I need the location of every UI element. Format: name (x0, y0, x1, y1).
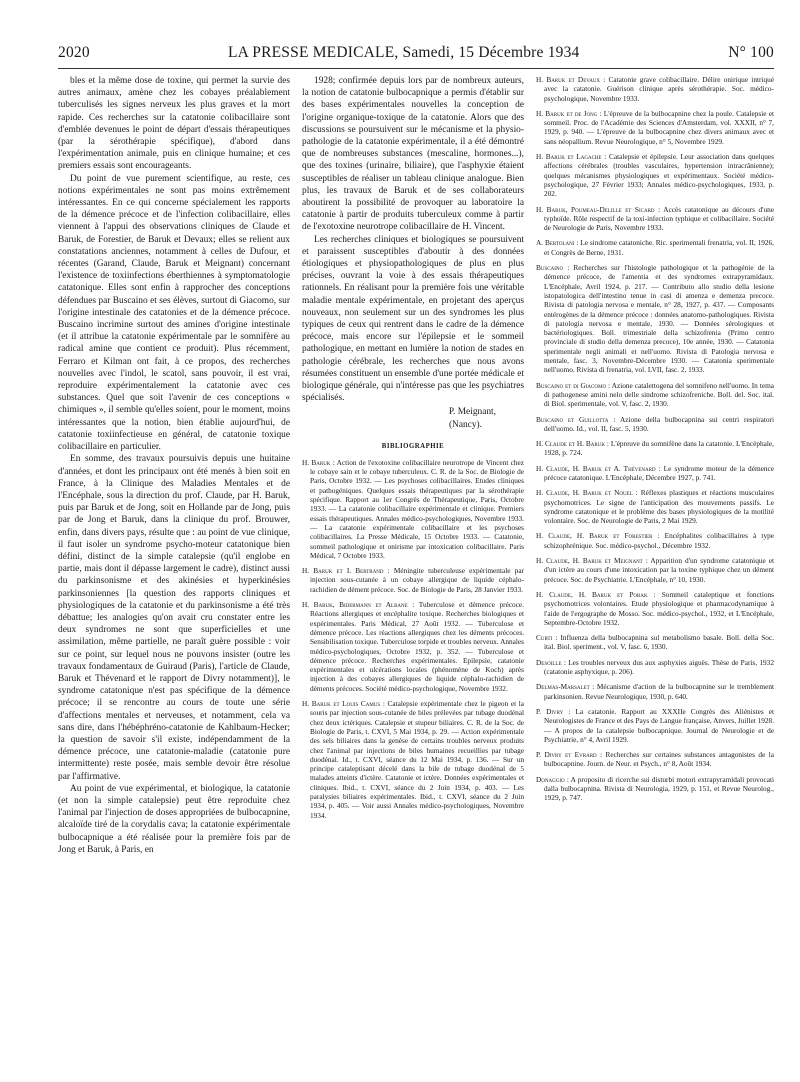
entry-authors: H. Claude, H. Baruk et Nouel : (536, 488, 638, 498)
page-number: 2020 (58, 44, 90, 61)
bibliography-entry (536, 464, 774, 483)
bibliography-entry (536, 590, 774, 627)
entry-text: L'épreuve de la bulbocapnine chez la poule. Catalepsie et sommeil. Proc. de l'Académie des Sciences d'Amsterdam, vol. XXXII, n° 7, 1929, p. 940. — L'épreuve de la bulbocapnine chez divers animaux avec et sans néopallium. Revue Neurologique, n° 5, Novembre 1929. (544, 108, 774, 146)
entry-text: Le syndrome moteur de la démence précoce catatonique. L'Encéphale, Décembre 1927, p. 741. (544, 463, 774, 482)
entry-authors: H. Claude, H. Baruk et A. Thévenard : (536, 463, 661, 473)
entry-authors: Buscaino et Guillotta : (536, 414, 616, 424)
entry-text: Sommeil cataleptique et fonctions psychomotrices volontaires. Etude physiologique et pharmacodynamique à l'aide de l'ergographe de Mosso. Soc. médico-psychol., 1932, et L'Encéphale, Septembre-Octobre 1932. (544, 589, 774, 627)
entry-text: Recherches sur certaines substances antagonistes de la bulbocapnine. Journ. de Neur. et Psych., n° 8, Août 1934. (544, 750, 774, 769)
entry-authors: H. Claude et H. Baruk : (536, 439, 609, 449)
entry-text: Méningite tuberculeuse expérimentale par injection sous-cutanée à un cobaye allergique de liquide céphalo-rachidien de dément précoce. Soc. de Biologie de Paris, 28 Janvier 1933. (310, 566, 524, 594)
bibliography-entry (536, 152, 774, 198)
entry-authors: H. Baruk et I. Bertrand : (302, 566, 390, 576)
column-3 (536, 75, 774, 1060)
paragraph: 1928; confirmée depuis lors par de nombreux auteurs, la notion de catatonie bulbocapnique a permis d'établir sur des bases expérimentales nouvelles la conception de l'origine organique-toxique de la catatonie. Alors que des discussions se poursuivent sur le mécanisme et la physio-pathologie de la catatonie expérimentale, il a été démontré que de nombreuses substances (mescaline, hormones...), que des toxines (urinaire, biliaire), que l'asphyxie étaient susceptibles de réaliser un tableau clinique analogue. Bien plus, les travaux de Baruk et de ses collaborateurs aboutirent la possibilité de provoquer au laboratoire la catatonie à partir de produits tuberculeux comme à partir de l'exotoxine neurotrope colibacillaire de H. Vincent. (302, 76, 524, 233)
bibliography-entry (536, 109, 774, 146)
entry-authors: P. Divry : (536, 706, 571, 716)
entry-text: Les troubles nerveux dus aux asphyxies aiguës. Thèse de Paris, 1932 (catatonie asphyxique, p. 206). (544, 657, 774, 677)
bibliography-heading: BIBLIOGRAPHIE (381, 442, 445, 450)
entry-text: Accès catatonique au décours d'une typhoïde. Rôle respectif de la toxi-infection typhique et colibacillaire. Société de Neurologie de Paris, Novembre 1933. (544, 204, 774, 233)
entry-text: Azione della bulbocapnina sui centri respiratori dell'uomo. Id., vol. II, fasc. 5, 1930. (544, 414, 774, 433)
bibliography-entry (536, 415, 774, 434)
journal-title: LA PRESSE MEDICALE, Samedi, 15 Décembre 1934 (228, 44, 580, 61)
entry-authors: H. Baruk et Devaux : (536, 75, 606, 84)
paragraph: Les recherches cliniques et biologiques se poursuivent et paraissent susceptibles d'aboutir à des données étiologiques et physiopathologiques de plus en plus précises, ouvrant la voie à des essais thérapeutiques rationnels. En réalisant pour la première fois une véritable maladie mentale expérimentale, en projetant des aperçus nouveaux, non seulement sur un des syndromes les plus typiques de ceux qui rentrent dans le cadre de la démence précoce, mais encore sur l'épilepsie et le sommeil pathologique, en mettant en lumière la notion de stades en pathologie cérébrale, les recherches que nous avons résumées constituent un ensemble d'une portée médicale et biologique générale, qui n'intéresse pas que les psychiatres spécialisés. (302, 234, 524, 404)
entry-text: Catalepsie et épilepsie. Leur association dans quelques affections cérébrales (troubles vasculaires, hypertension intracrânienne); quelques mécanismes physiologiques et expérimentaux. Société médico-psychologique, 27 Février 1933; Annales médico-psychologiques, 1933, p. 202. (544, 152, 774, 199)
entry-text: La catatonie. Rapport au XXXIIe Congrès des Aliénistes et Neurologistes de France et des Pays de Langue française, Anvers, Juillet 1928. — A propos de la catalepsie bulbocapnique. Journal de Neurologie et de Psychiatrie, n° 4, Avril 1929. (544, 706, 774, 744)
entry-text: L'épreuve du somnifène dans la catatonie. L'Encéphale, 1928, p. 724. (544, 439, 774, 458)
bibliography-entry (536, 238, 774, 257)
bibliography-list-col3 (536, 75, 774, 803)
column-2 (302, 75, 524, 1060)
paragraph: Du point de vue purement scientifique, au reste, ces notions expérimentales ne sont pas moins extrêmement intéressantes. En ce qui concerne spécialement les rapports de la démence précoce et de l'infection colibacillaire, elles viennent à l'appui des observations cliniques de Claude et Baruk, de Forestier, de Baruk et Devaux; elles se relient aux constatations anciennes, notamment à celles de Dufour, et récentes (Garand, Claude, Baruk et Meignant) concernant l'existence de toxiinfections éberthiennes à symptomatologie catatonique. Elles sont enfin à rapprocher des conceptions défendues par Buscaino et ses élèves, surtout di Giacomo, sur l'origine intestinale des catatonies et de la démence précoce. Buscaino incrimine surtout des amines d'origine intestinale (et il attribue la catatonie expérimentale par le somnifère au radical amine que contient ce produit). Plus récemment, Ferraro et Kilman ont fait, à ce propos, des recherches nouvelles avec l'indol, le scatol, sans pouvoir, il est vrai, reproduire expérimentalement la catatonie avec ces substances. Quel que soit l'avenir de ces conceptions « chimiques », il semble qu'elles soient, pour le moment, moins intéressantes que la notion, bien établie aujourd'hui, de catatonie toxiinfectieuse en général, de catatonie toxique colibacillaire en particulier. (58, 173, 290, 453)
entry-text: Azione catalettogena del somnifeno nell'uomo. In tema di pathogenese amini nelo delle sindrome schizofreniche. Boll. del. Soc. ital. di Biol. sperimentale, vol. V, fasc. 2, 1930. (544, 380, 774, 409)
entry-authors: Buscaino et di Giacomo : (536, 380, 611, 390)
entry-authors: Desoille : (536, 657, 566, 667)
entry-authors: H. Baruk : (302, 457, 335, 467)
bibliography-entry (536, 263, 774, 375)
text-columns (58, 75, 774, 1060)
paragraph: bles et la même dose de toxine, qui permet la survie des autres animaux, amène chez les cobayes préalablement tuberculisés les signes nerveux les plus graves et la mort rapide. Ces recherches sur la catatonie colibacillaire sont d'emblée devenues le point de départ d'essais thérapeutiques (par la sérothérapie spécifique), d'abord dans l'expérimentation animale, puis en clinique humaine; et ces premiers essais sont encourageants. (58, 76, 290, 172)
bibliography-entry (536, 488, 774, 525)
entry-authors: H. Baruk et Lagache : (536, 152, 607, 162)
bibliography-entry (536, 556, 774, 584)
bibliography-entry (536, 658, 774, 677)
entry-authors: H. Baruk, Bidermann et Albane : (302, 600, 415, 610)
bibliography-entry (536, 682, 774, 701)
entry-text: Mécanisme d'action de la bulbocapnine sur le tremblement parkinsonien. Revue Neurologique, 1930, p. 640. (544, 682, 774, 701)
paragraph: Au point de vue expérimental, et biologique, la catatonie (et non la simple catalepsie) peut être reproduite chez l'animal par l'injection de doses appropriées de bulbocapnine, alcaloïde tiré de la corydalis cava; la catatonie expérimentale bulbocapnique a été réalisée pour la première fois par de Jong et Baruk, à Paris, en (58, 783, 290, 855)
entry-authors: Delmas-Marsalet : (536, 682, 595, 692)
bibliography-entry (536, 205, 774, 233)
header-rule (58, 68, 774, 69)
author-affiliation: (Nancy). (448, 419, 482, 430)
bibliography-entry (302, 699, 524, 820)
bibliography-entry (536, 775, 774, 803)
entry-authors: H. Claude, H. Baruk et Forestier : (536, 531, 660, 541)
entry-authors: Donaggio : (536, 774, 569, 784)
issue-number: N° 100 (728, 44, 774, 61)
author-signature (302, 406, 524, 430)
entry-text: Action de l'exotoxine colibacillaire neurotrope de Vincent chez le cobaye sain et le cobaye tuberculeux. C. R. de la Soc. de Biologie de Paris, Octobre 1932. — Les psychoses colibacillaires. Etudes cliniques et pathogéniques. Quelques essais thérapeutiques par la sérothérapie spécifique. Rapport au 1er Congrès de Thérapeutique, Paris, Octobre 1933. — La catatonie colibacillaire expérimentale et clinique. Premiers essais thérapeutiques. Annales médico-psychologiques, Novembre 1933. — La catatonie expérimentale colibacillaire et les psychoses colibacillaires. La Presse Médicale, 15 Octobre 1933. — Catatonie, sommeil pathologique et onirisme par intoxication colibacillaire. Paris Médical, 7 Octobre 1933. (310, 457, 524, 560)
entry-text: Le sindrome catatoniche. Ric. sperimentali frenatria, vol. II, 1926, et Congrès de Berne, 1931. (544, 238, 774, 257)
entry-authors: H. Baruk et Louis Camus : (302, 699, 385, 709)
column-1 (58, 75, 290, 1060)
bibliography-entry (536, 633, 774, 652)
entry-authors: H. Baruk et de Jong : (536, 108, 602, 118)
entry-text: Apparition d'un syndrome catatonique et d'un ictère au cours d'une intoxication par la toxine typhique chez un dément précoce. Soc. de Psychiatrie. L'Encéphale, n° 10, 1930. (544, 556, 774, 584)
entry-authors: H. Claude, H. Baruk et Meignant : (536, 556, 648, 566)
bibliography-entry (536, 381, 774, 409)
entry-authors: A. Bertolani : (536, 238, 579, 248)
bibliography-entry (536, 707, 774, 744)
bibliography-entry (536, 75, 774, 103)
entry-text: Tuberculose et démence précoce. Réactions allergiques et encéphalite toxique. Recherches biologiques et expérimentales. Paris Médical, 27 Août 1932. — Tuberculose et démence précoce. Les réactions allergiques chez les déments précoces. Sensibilisation toxique. Tuberculose torpide et troubles nerveux. Annales médico-psychologiques, Octobre 1932, p. 352. — Tuberculose et démence précoce. Recherches expérimentales. Epilepsie, catatonie expérimentales et ulcérations locales (phénomène de Koch) après injection à des cobayes allergiques de liquide céphalo-rachidien de déments précoces. Société médico-psychologique, Novembre 1932. (310, 600, 524, 693)
entry-authors: P. Divry et Evrard : (536, 750, 603, 760)
paragraph: En somme, des travaux poursuivis depuis une huitaine d'années, et dont les principaux ont été menés à bien soit en France, à la Clinique des Maladies Mentales et de l'Encéphale, sous la direction du prof. Claude, par H. Baruk, puis par Baruk et de Jong, soit en Hollande par de Jong, puis par de Jong et Baruk, dans la clinique du prof. Brouwer, enfin, dans divers pays, résulte que : au point de vue clinique, il faut isoler un syndrome psycho-moteur catatonique bien défini, distinct de la simple catalepsie (qu'il englobe en partie, mais dont il dépasse largement le cadre), distinct aussi du parkinsonisme et des akinésies et hyperkinésies parkinsoniennes [la question des rapports cliniques et physiologiques de la catatonie et du parkinsonisme a été très débattue; les analogies qu'on avait cru constater entre les deux syndromes ne sont que superficielles et une assimilation, même partielle, ne paraît guère possible : voir sur ce point, sur lequel nous ne pouvons insister (outre les travaux fondamentaux de Guiraud (Paris), l'article de Claude, Baruk et Thévenard et le rapport de Divry notamment)], le syndrome catatonique n'est pas spécifique de la démence précoce; il se rencontre au cours de toute une série d'affections mentales et nerveuses, et notamment, cela va sans dire, dans l'hébéphréno-catatonie de Kahlbaum-Hecker; la question de savoir s'il existe, indépendamment de la démence précoce, une catatonie-maladie (catatonie pure intermittente) reste posée, mais semble devoir être résolue par l'affirmative. (58, 454, 290, 782)
entry-authors: H. Baruk, Poumeau-Delille et Sicard : (536, 204, 661, 214)
bibliography-entry (536, 750, 774, 769)
entry-text: Influenza della bulbocapnina sul metabolismo basale. Boll. della Soc. ital. Biol. speriment., vol. V, fasc. 6, 1930. (544, 633, 774, 652)
author-name: P. Meignant, (448, 407, 496, 418)
entry-text: Réflexes plastiques et réactions musculaires psychomotrices. Le signe de l'anticipation des mouvements passifs. Le syndrome catatonique et le problème des bases physiologiques de la motilité volontaire. Soc. de Neurologie de Paris, 2 Mai 1929. (544, 488, 774, 526)
entry-text: A proposito di ricerche sui disturbi motori extrapyramidali provocati dalla bulbocapnina. Rivista di Neurologia, 1929, p. 151, et Revue Neurolog., 1929, p. 747. (544, 774, 774, 803)
entry-text: Catatonie grave colibacillaire. Délire onirique intriqué avec la catatonie. Guérison clinique après sérothérapie. Soc. médico-psychologique, Novembre 1933. (544, 75, 774, 103)
bibliography-entry (536, 531, 774, 550)
running-head (58, 42, 774, 64)
bibliography-list-col2 (302, 458, 524, 820)
bibliography-entry (302, 600, 524, 693)
article-continuation (302, 75, 524, 404)
entry-text: Encéphalites colibacillaires à type schizophrénique. Soc. médico-psychol., Décembre 1932. (544, 531, 774, 550)
bibliography-entry (302, 458, 524, 560)
entry-authors: Curti : (536, 633, 558, 643)
bibliography-entry (302, 566, 524, 594)
entry-authors: Buscaino : (536, 263, 570, 273)
entry-authors: H. Claude, H. Baruk et Porak : (536, 589, 656, 599)
entry-text: Catalepsie expérimentale chez le pigeon et la souris par injection sous-cutanée de biles prélevées par tubage duodénal chez deux ictériques. Catalepsie et stupeur biliaires. C. R. de la Soc. de Biologie de Paris, t. CXVI, 5 Mai 1934, p. 29. — Action expérimentale des sels biliaires dans la genèse de certains troubles nerveux produits chez l'animal par injections de biles humaines recueillies par tubage duodénal. Id., t. CXVI, séance du 12 Mai 1934, p. 136. — Sur un principe cataleptisant décelé dans la bile de tubage duodénal de 5 malades atteints d'ictère. Catatonie et ictère. Données expérimentales et cliniques. Ibid., t. CXVI, séance du 2 Juin 1934, p. 403. — Les paralysies biliaires expérimentales. Ibid., t. CXVI, séance du 2 Juin 1934, p. 405. — Voir aussi Annales médico-psychologiques, Novembre 1934. (310, 699, 524, 820)
entry-text: Recherches sur l'histologie pathologique et la pathogénie de la démence précoce, de l'amentia et des syndromes extrapyramidaux. L'Encéphale, Avril 1924, p. 217. — Contributo allo studio della lesione istopatologica dell'intestino tenue in casi di amenza e demenza precoce. Rivista di patologia nervosa e mentale, n° 28, 1927, p. 437. — Composants entérogènes de la démence précoce : données anatomo-pathologiques. Rivista di patologia nervosa e mentale, 1930. — Données sérologiques et bactériologiques. Boll. trimestriale della schizofrenia (Primo centro provinciale di studio della demenza precoce), 10e année, 1930. — Catatonia sperimentale negli animali et nell'uomo. Rivista di Patologia nervosa e mentale, fasc. 3, Novembre-Décembre 1930. — Catatonia sperimentale nell'uomo. Rivista di frenatria, vol. LVII, fasc. 2, 1933. (544, 263, 774, 375)
bibliography-entry (536, 439, 774, 458)
